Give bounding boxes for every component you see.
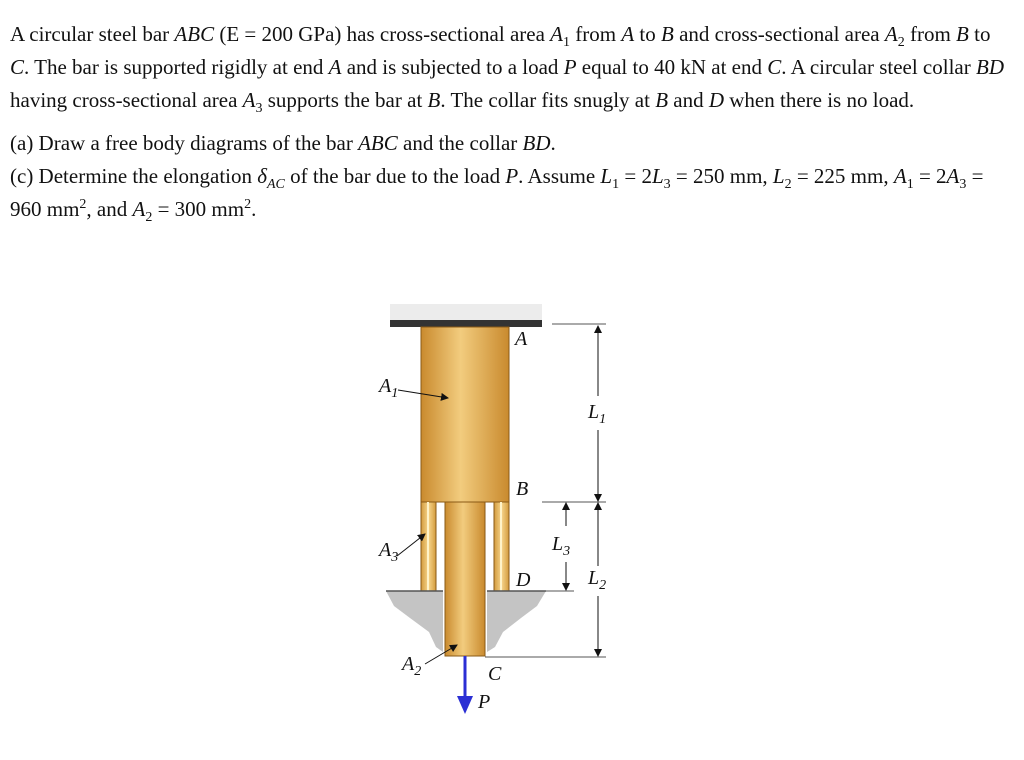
var-a2: A [132,197,146,221]
text: to [968,22,991,46]
text: when there is no load. [724,88,915,112]
var-b: B [427,88,441,112]
var-a2-sub: 2 [897,35,905,51]
top-support [390,320,542,327]
text: equal to 40 kN at end [576,55,768,79]
label-c: C [488,663,502,685]
var-d: D [708,88,725,112]
text: (c) Determine the elongation [10,164,258,188]
var-bd: BD [522,131,551,155]
var-b: B [956,22,969,46]
label-l1 [587,401,606,427]
label-a3-sub: 3 [391,550,399,565]
text: = 300 mm [152,197,245,221]
label-a2-sub: 2 [414,664,422,679]
text: . Assume [518,164,601,188]
var-l3-sub: 3 [663,177,671,193]
var-a1: A [550,22,563,46]
load-arrow-head [457,696,473,714]
var-l2: L [772,164,785,188]
text: and the collar [397,131,523,155]
var-delta-sub: AC [267,177,285,193]
text: to [634,22,661,46]
var-l1-sub: 1 [612,177,620,193]
dim-l2-arrow-top [594,502,602,510]
var-abc: ABC [174,22,215,46]
label-a3-main: A [379,539,392,561]
text: A circular steel bar [10,22,175,46]
text: (a) Draw a free body diagrams of the bar [10,131,359,155]
var-abc: ABC [358,131,398,155]
text: . The collar fits snugly at [440,88,656,112]
var-a3: A [946,164,960,188]
text: from [569,22,622,46]
text: . The bar is supported rigidly at end [24,55,329,79]
var-p: P [505,164,519,188]
var-a1-sub: 1 [562,35,570,51]
var-l2-sub: 2 [784,177,792,193]
var-a3: A [242,88,256,112]
var-a2-sub: 2 [145,210,153,226]
var-a3-sub: 3 [255,101,263,117]
text: supports the bar at [262,88,428,112]
dim-l3-arrow-top [562,502,570,510]
var-l3: L [651,164,664,188]
text: (E = 200 GPa) has cross-sectional area [214,22,551,46]
dim-l3-arrow-bottom [562,583,570,591]
dim-l1-arrow-top [594,325,602,333]
superscript: 2 [79,197,87,212]
text: = 2 [619,164,652,188]
var-a: A [621,22,635,46]
text: = 225 mm, [791,164,894,188]
var-a1: A [893,164,907,188]
var-p: P [563,55,577,79]
label-b: B [516,478,529,500]
label-a3 [377,539,398,565]
ground-support-left [386,591,443,652]
text: of the bar due to the load [284,164,506,188]
label-l2-sub: 2 [599,578,607,593]
label-a: A [515,328,528,350]
var-c: C [767,55,782,79]
text: from [904,22,957,46]
bar-upper-section [421,327,509,502]
label-a2-main: A [402,653,415,675]
top-support-hatch [390,304,542,322]
superscript: 2 [244,197,252,212]
text: = 250 mm, [670,164,773,188]
var-bd: BD [976,55,1004,79]
label-p: P [478,691,491,713]
text: = 960 mm [10,164,984,221]
label-l2-main: L [588,567,600,589]
var-a3-sub: 3 [959,177,967,193]
label-a1-sub: 1 [391,386,399,401]
var-a2: A [884,22,898,46]
dim-l2-arrow-bottom [594,649,602,657]
label-l3-sub: 3 [563,544,571,559]
var-b: B [655,88,669,112]
ground-support-right [487,591,546,652]
text: , and [86,197,133,221]
label-a1-main: A [379,375,392,397]
var-delta: δ [257,164,267,188]
label-l1-main: L [588,401,600,423]
label-l3 [551,533,570,559]
label-l3-main: L [552,533,564,555]
var-a1-sub: 1 [906,177,914,193]
text: = 2 [913,164,947,188]
label-l2 [587,567,606,593]
var-b: B [660,22,674,46]
bar-lower-section [445,502,485,656]
var-c: C [10,55,25,79]
text: and cross-sectional area [673,22,885,46]
text: . [251,197,257,221]
text: . A circular steel collar [781,55,976,79]
label-a1 [377,375,398,401]
dim-l1-arrow-bottom [594,494,602,502]
text: having cross-sectional area [10,88,243,112]
text: and is subjected to a load [341,55,564,79]
var-l1: L [600,164,613,188]
var-a: A [328,55,342,79]
label-d: D [516,569,531,591]
label-l1-sub: 1 [599,412,607,427]
label-a2 [400,653,421,679]
text: and [668,88,709,112]
text: . [550,131,556,155]
